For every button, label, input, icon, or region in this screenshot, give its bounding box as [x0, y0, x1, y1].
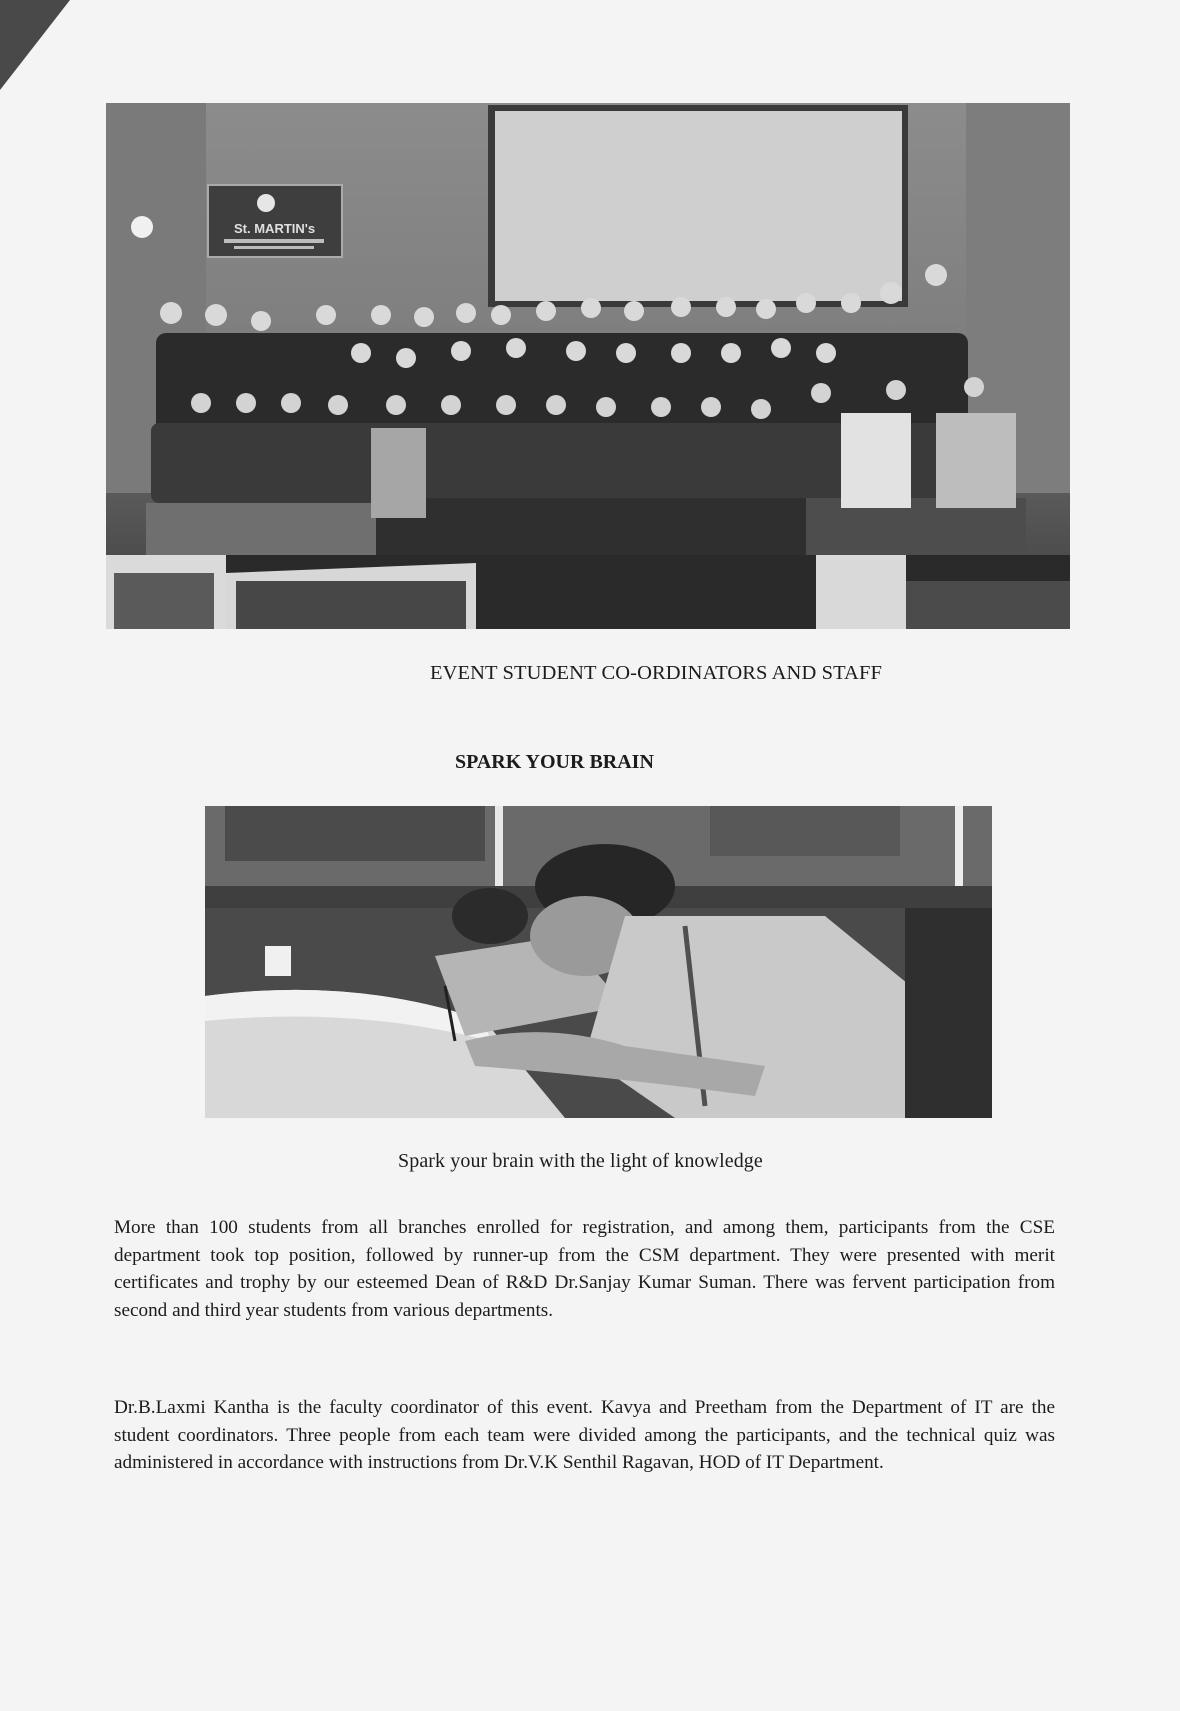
- group-photo: [106, 103, 1070, 629]
- group-photo-caption: EVENT STUDENT CO-ORDINATORS AND STAFF: [430, 662, 882, 684]
- sign-text: St. MARTIN's: [234, 221, 316, 236]
- paragraph-coordinators: Dr.B.Laxmi Kantha is the faculty coordinator of this event. Kavya and Preetham from the Department of IT are the student coordinators. Three people from each team were divided among the participants, and the technical quiz was administered in accordance with instructions from Dr.V.K Senthil Ragavan, HOD of IT Department.: [114, 1397, 1055, 1473]
- section-heading: SPARK YOUR BRAIN: [455, 751, 654, 773]
- quiz-photo: [205, 806, 992, 1118]
- paragraph-participation: More than 100 students from all branches enrolled for registration, and among them, participants from the CSE department took top position, followed by runner-up from the CSM department. They were presented with merit certificates and trophy by our esteemed Dean of R&D Dr.Sanjay Kumar Suman. There was fervent participation from second and third year students from various departments.: [114, 1217, 1055, 1321]
- scan-shadow: [0, 0, 70, 90]
- quiz-photo-caption: Spark your brain with the light of knowledge: [398, 1150, 763, 1172]
